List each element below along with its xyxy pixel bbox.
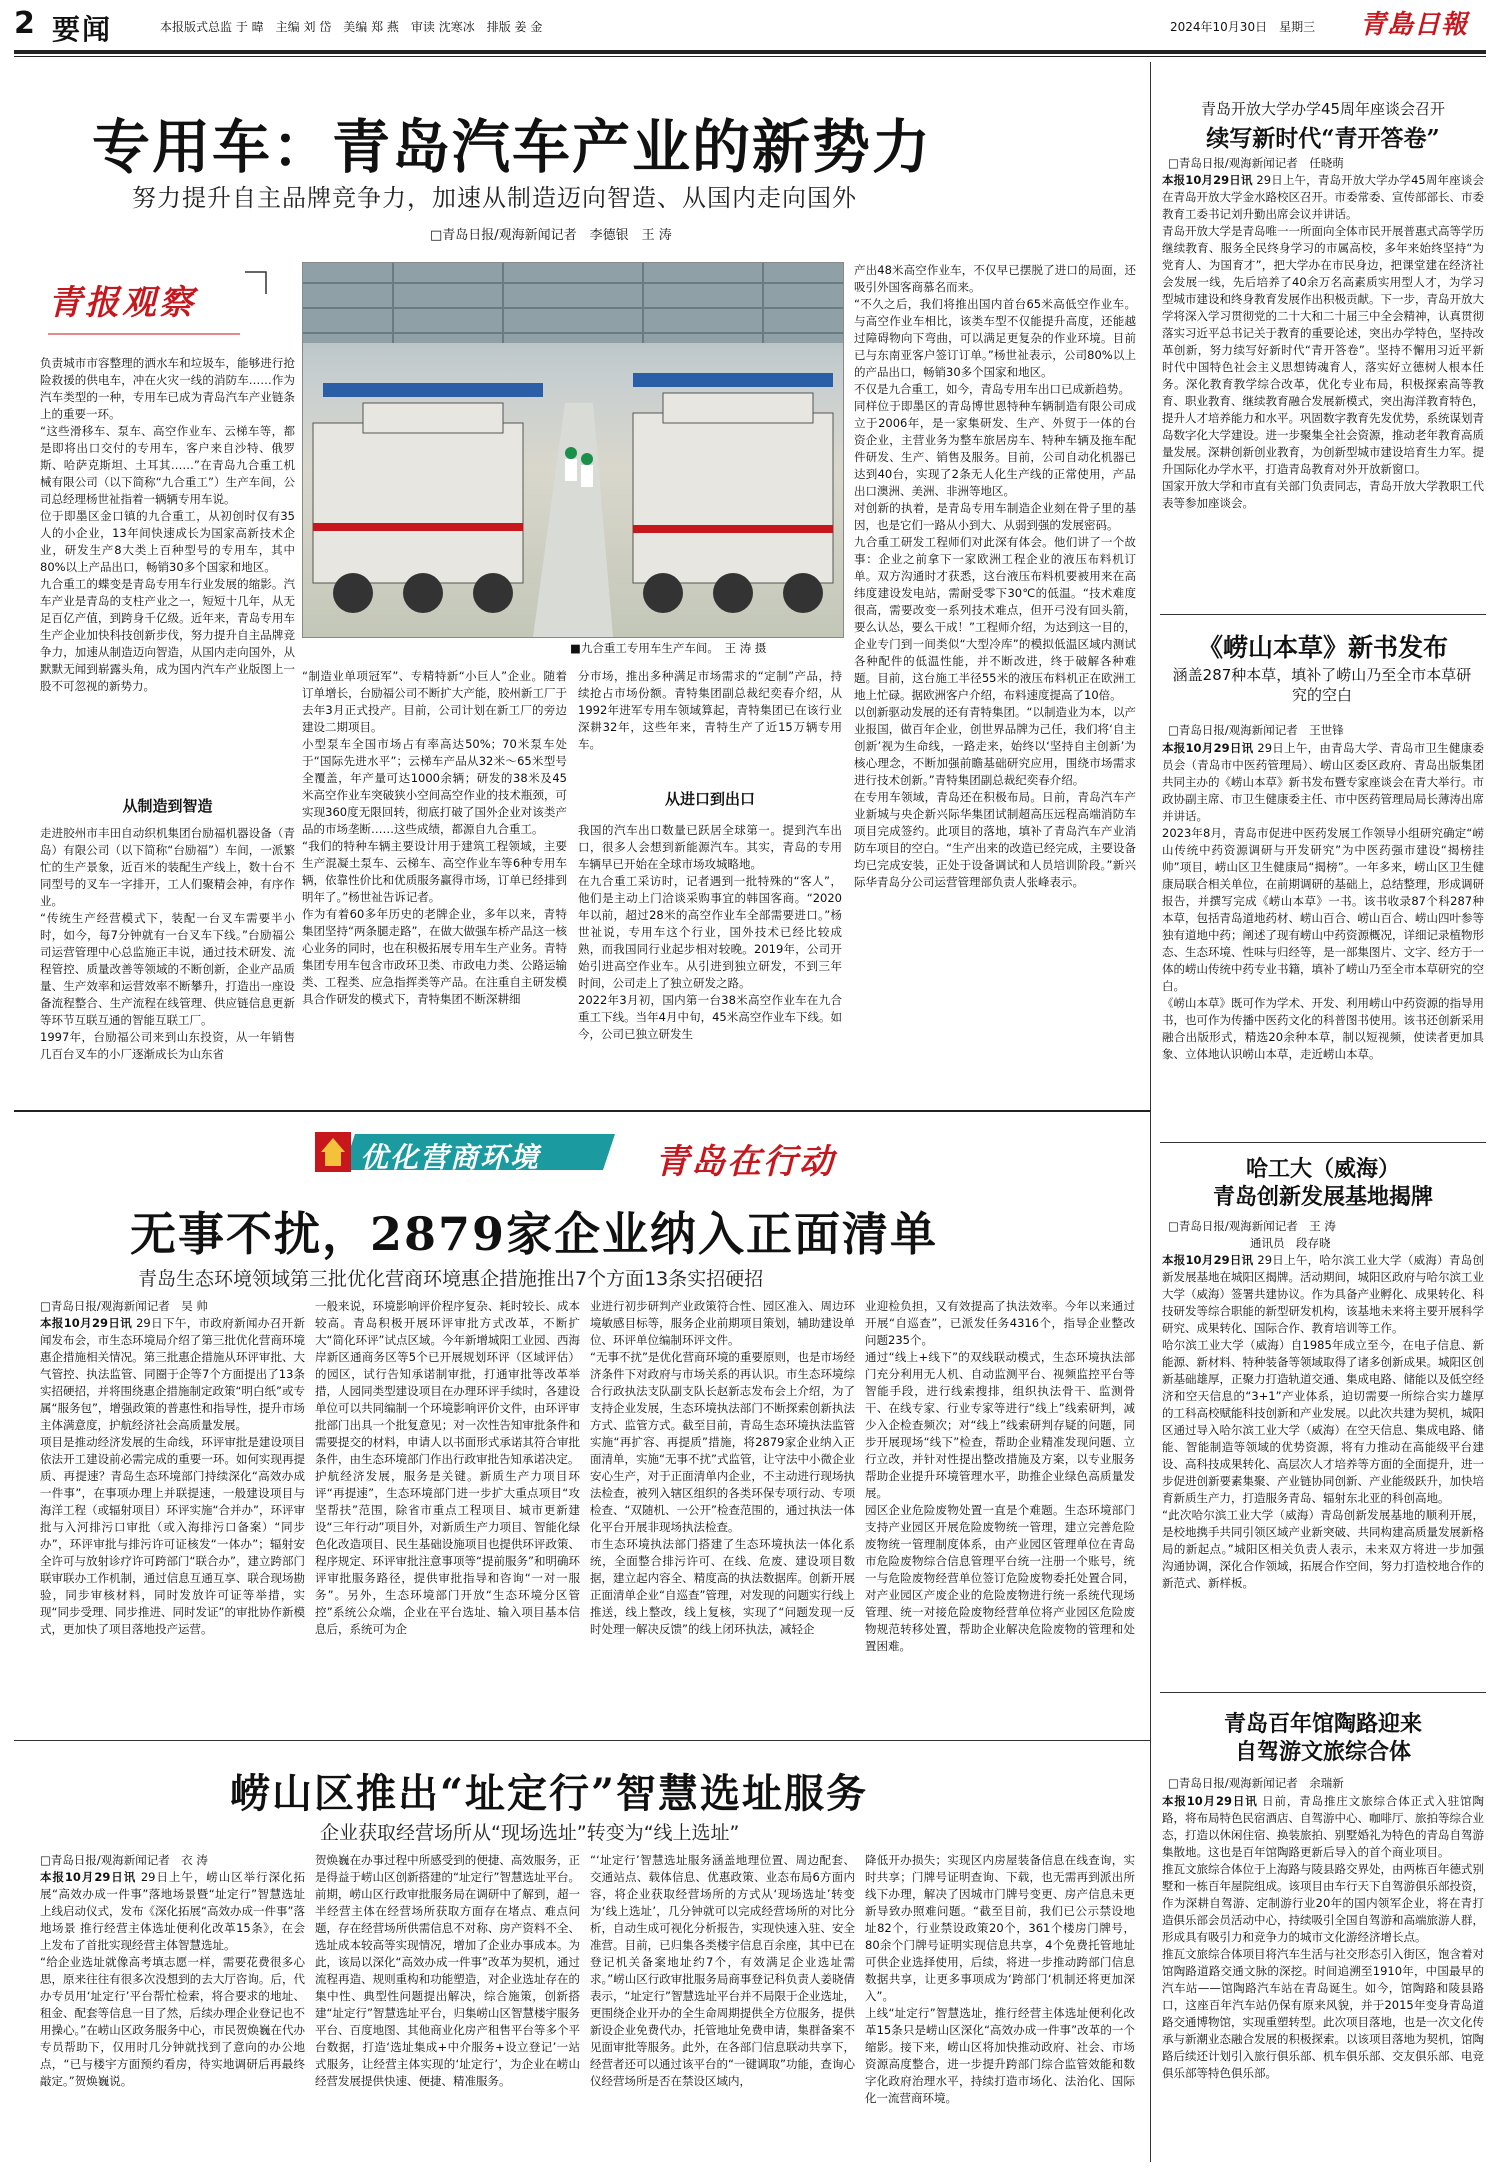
sidebar3-body — [1162, 1252, 1484, 1684]
section-name: 要闻 — [52, 13, 113, 46]
sidebar2-subtitle: 涵盖287种本草，填补了崂山乃至全市本草研究的空白 — [1172, 666, 1472, 704]
sidebar-divider-3 — [1160, 1692, 1486, 1693]
sidebar2-body — [1162, 740, 1484, 1130]
lead-column-3b: 我国的汽车出口数量已跃居全球第一。提到汽车出口，很多人会想到新能源汽车。其实，青岛的专用车辆早已开始在全球市场攻城略地。 在九合重工采访时，记者遇到一批特殊的“客人”，他们是主动上门洽谈采购事宜的韩国客商。“2020年以前，超过28米的高空作业车全部需要进口。”杨世祉说，专用车这个行业，国外技术已经比较成熟，而我国同行业起步相对较晚。2019年，公司开始引进高空作业车。从引进到独立研发，不到三年时间，公司走上了独立研发之路。 2022年3月初，国内第一台38米高空作业车在九合重工下线。当年4月中旬，45米高空作业车下线。如今，公司已独立研发生 — [578, 823, 842, 1041]
sidebar4-byline: □青岛日报/观海新闻记者 余瑞新 — [1168, 1776, 1344, 1790]
sidebar2-dateline: 本报10月29日讯 — [1162, 741, 1254, 755]
lead-subhead-2: 从进口到出口 — [664, 790, 755, 808]
sidebar1-title: 续写新时代“青开答卷” — [1206, 125, 1440, 152]
story3-column-2: 贺焕巍在办事过程中所感受到的便捷、高效服务，正是得益于崂山区创新搭建的“址定行”智慧选址平台。前期，崂山区行政审批服务局在调研中了解到，超一半经营主体在经营场所获取方面存在堵点、难点问题，存在经营场所供需信息不对称、房产资料不全、选址成本较高等实现情况，增加了企业办事成本。为此，该局以深化“高效办成一件事”改革为契机，通过流程再造、规则重构和功能塑造，对企业选址存在的集中性、典型性问题提出解决，综合施策，创新搭建“址定行”智慧选址平台，归集崂山区智慧楼宇服务平台、百度地图、其他商业化房产租售平台等多个平台数据，打造‘选址集成+中介服务+设立登记’一站式服务，让经营主体实现的‘址定行’，为企业在崂山经营发展提供快速、便捷、精准服务。 — [315, 1853, 580, 2088]
sidebar-divider-2 — [1160, 1142, 1486, 1143]
banner-label: 优化营商环境 — [360, 1141, 541, 1174]
sidebar3-dateline: 本报10月29日讯 — [1162, 1253, 1254, 1267]
photo-caption: ■九合重工专用车生产车间。 王 涛 摄 — [570, 641, 767, 655]
sidebar4-body — [1162, 1793, 1484, 2165]
column-stamp: 青报观察 — [48, 283, 196, 323]
newspaper-logo: 青島日報 — [1360, 10, 1469, 40]
sidebar4-dateline: 本报10月29日讯 — [1162, 1794, 1258, 1808]
story3-byline: □青岛日报/观海新闻记者 衣 涛 — [40, 1853, 208, 1867]
header-rule-thin — [14, 56, 1486, 57]
sidebar2-text: 29日上午，由青岛大学、青岛市卫生健康委员会（青岛市中医药管理局）、崂山区委区政府、青岛出版集团共同主办的《崂山本草》新书发布暨专家座谈会在青大举行。市政协副主席、市卫生健康委主任、市中医药管理局局长薄涛出席并讲话。 2023年8月，青岛市促进中医药发展工作领导小组研究确定“崂山传统中药资源调研与开发研究”为中医药强市建设“揭榜挂帅”项目，崂山区卫生健康局“揭榜”。一年多来，崂山区卫生健康局联合相关单位，在前期调研的基础上，总结整理，形成调研报告，并撰写完成《崂山本草》一书。该书收录87个科287种本草，包括青岛道地药材、崂山百合、崂山百合、崂山四叶参等独有道地中药；阐述了现有崂山中药资源概况，详细记录植物形态、生态环境、性味与归经等，是一部集图片、文字、经方于一体的崂山传统中药专业书籍，填补了崂山乃至全市本草研究的空白。 《崂山本草》既可作为学术、开发、利用崂山中药资源的指导用书，也可作为传播中医药文化的科普图书使用。该书还创新采用融合出版形式，精选20余种本草，制以短视频，使读者更加具象、立体地认识崂山本草，走近崂山本草。 — [1162, 741, 1484, 1061]
sidebar3-title: 青岛创新发展基地揭牌 — [1212, 1184, 1433, 1210]
lead-subhead-1: 从制造到智造 — [122, 797, 213, 815]
sidebar3-byline: □青岛日报/观海新闻记者 王 涛 — [1168, 1219, 1336, 1233]
sidebar1-kicker: 青岛开放大学办学45周年座谈会召开 — [1200, 100, 1446, 118]
story2-byline: □青岛日报/观海新闻记者 吴 帅 — [40, 1299, 208, 1313]
story2-col1-text: 29日下午，市政府新闻办召开新闻发布会，市生态环境局介绍了第三批优化营商环境惠企措施相关情况。第三批惠企措施从环评审批、大气管控、执法监管、同圈于企等7个方面提出了13条实招硬招，并将围绕惠企措施制定政策“明白纸”或专属“服务包”，增强政策的普惠性和指导性，提升市场主体满意度，护航经济社会高质量发展。 项目是推动经济发展的生命线，环评审批是建设项目依法开工建设前必需完成的重要一环。如何实现再提质、再提速？青岛生态环境部门持续深化“高效办成一件事”，在事项办理上并联提速，一般建设项目与海洋工程（或辐射项目）环评实施“合并办”，环评审批与入河排污口审批（或入海排污口备案）“同步办”，环评审批与排污许可证核发“一体办”；辐射安全许可与放射诊疗许可跨部门“联合办”，建立跨部门联审联办工作机制，通过信息互通互享、联合现场勘验，同步审核材料，同时发放许可证等举措，实现“同步受理、同步推进、同时发证”的审批协作新模式，更加快了项目落地投产运营。 — [40, 1316, 305, 1636]
story3-dateline: 本报10月29日讯 — [40, 1870, 137, 1884]
section-divider — [14, 1110, 1150, 1112]
story-divider — [14, 1740, 1150, 1741]
story2-column-4: 业迎检负担，又有效提高了执法效率。今年以来通过开展“自巡查”，已派发任务4316个，指导企业整改问题235个。 通过“线上+线下”的双线联动模式，生态环境执法部门充分利用无人机、自动监测平台、视频监控平台等智能手段，进行线索搜排，组织执法骨干、监测骨干、在线专家、行业专家等进行“线上”线索研判，减少入企检查频次；对“线上”线索研判存疑的问题，同步开展现场“线下”检查，帮助企业精准发现问题、立行立改，并针对性提出整改措施及方案，以专业服务帮助企业提升环境管理水平，助推企业绿色高质量发展。 园区企业危险废物处置一直是个难题。生态环境部门支持产业园区开展危险废物统一管理，建立完善危险废物统一管理制度体系，由产业园区管理单位在青岛市危险废物综合信息管理平台统一注册一个账号，统一与危险废物经营单位签订危险废物委托处置合同，对产业园区产废企业的危险废物进行统一系统代现场管理、统一对接危险废物经营单位将产业园区危险废物规范转移处置，帮助企业解决危险废物的管理和处置困难。 — [865, 1299, 1135, 1653]
story2-column-2: 一般来说，环境影响评价程序复杂、耗时较长、成本较高。青岛积极开展环评审批方式改革，不断扩大“简化环评”试点区域。今年新增城阳工业园、西海岸新区通商务区等5个已开展规划环评（区域评估）的园区，试行告知承诺制审批，打通审批等改革举措，人园同类型建设项目在办理环评手续时，各建设单位可以共同编制一个环境影响评价文件，由环评审批部门出具一个批复意见；对一次性告知审批条件和需要提交的材料，申请人以书面形式承诺其符合审批条件，由生态环境部门作出行政审批告知承诺决定。 护航经济发展，服务是关键。新质生产力项目环评“再提速”，生态环境部门进一步扩大重点项目“攻坚帮扶”范围，除省市重点工程项目、城市更新建设“三年行动”项目外，对新质生产力项目、智能化绿色化改造项目、民生基础设施项目也提供环评政策、程序规定、环评审批注意事项等“提前服务”和明确环评审批服务路径，提供审批指导和咨询“一对一服务”。另外，生态环境部门开放“生态环境分区管控”系统公众端，企业在平台选址、输入项目基本信息后，系统可为企 — [315, 1299, 580, 1636]
lead-column-1: 负责城市市容整理的洒水车和垃圾车，能够进行抢险救援的供电车，冲在火灾一线的消防车……作为汽车类型的一种，专用车已成为青岛汽车产业链条上的重要一环。 “这些滑移车、泵车、高空作业车、云梯车等，都是即将出口交付的专用车，客户来自沙特、俄罗斯、哈萨克斯坦、土耳其……”在青岛九合重工机械有限公司（以下简称“九合重工”）生产车间，公司总经理杨世祉指着一辆辆专用车说。 位于即墨区金口镇的九合重工，从初创时仅有35人的小企业，13年间快速成长为国家高新技术企业，研发生产8大类上百种型号的专用车，其中80%以上产品出口，畅销30多个国家和地区。 九合重工的蝶变是青岛专用车行业发展的缩影。汽车产业是青岛的支柱产业之一，短短十几年，从无足百亿产值，到跨身千亿级。近年来，青岛专用车生产企业加快科技创新步伐，努力提升自主品牌竞争力，加速从制造迈向智造，从国内走向国外，从默默无闻到崭露头角，成为国内汽车产业版图上一股不可忽视的新势力。 — [40, 356, 295, 693]
sidebar4-title: 青岛百年馆陶路迎来 自驾游文旅综合体 — [1223, 1711, 1422, 1765]
sidebar1-body — [1162, 172, 1484, 602]
lead-headline: 专用车：青岛汽车产业的新势力 — [92, 113, 933, 181]
staff-credits: 本报版式总监 于 暐 主编 刘 岱 美编 郑 燕 审读 沈寒冰 排版 姜 金 — [160, 20, 543, 34]
story3-column-1 — [40, 1869, 305, 2165]
factory-scene-image — [303, 263, 843, 637]
banner-slogan: 青岛在行动 — [655, 1142, 835, 1182]
story3-column-3: “‘址定行’智慧选址服务涵盖地理位置、周边配套、交通站点、载体信息、优惠政策、业态布局6方面内容，将企业获取经营场所的方式从‘现场选址’转变为‘线上选址’，几分钟就可以完成经营场所的对比分析，自动生成可视化分析报告，实现快速入驻、安全准营。目前，已归集各类楼宇信息百余座，其中已在登记机关备案地址约7个，有效满足企业选址需求。”崂山区行政审批服务局商事登记科负责人姜晓倩表示，“址定行”智慧选址平台并不局限于企业选址，更围绕企业开办的全生命周期提供全方位服务，提供新设企业免费代办，托管地址免费申请，集群备案不见面审批等服务。此外，在各部门信息联动共享下，经营者还可以通过该平台的“一键调取”功能，查询心仪经营场所是否在禁设区域内， — [590, 1853, 855, 2088]
story2-column-3: 业进行初步研判产业政策符合性、园区准入、周边环境敏感目标等，服务企业前期项目策划，辅助建设单位、环评单位编制环评文件。 “无事不扰”是优化营商环境的重要原则，也是市场经济条件下对政府与市场关系的再认识。市生态环境综合行政执法支队副支队长赵新志发布会上介绍，为了支持企业发展，生态环境执法部门不断探索创新执法方式、监管方式。截至目前，青岛生态环境执法监管实施“再扩容、再提质”措施，将2879家企业纳入正面清单，实施“无事不扰”式监管，让守法中小微企业安心生产，对于正面清单内企业，不主动进行现场执法检查，被列入辖区组织的各类环保专项行动、专项检查、“双随机、一公开”检查范围的，通过执法一体化平台开展非现场执法检查。 市生态环境执法部门搭建了生态环境执法一体化系统，全面整合排污许可、在线、危废、建设项目数据，建立起内容全、精度高的执法数据库。创新开展正面清单企业“自巡查”管理，对发现的问题实行线上推送，线上整改，线上复核，实现了“问题发现一反时处理一解决反馈”的线上闭环执法，减轻企 — [590, 1299, 855, 1636]
sidebar4-text: 日前，青岛推庄文旅综合体正式入驻馆陶路，将布局特色民宿酒店、自驾游中心、咖啡厅、旅拍等综合业态，打造以休闲住宿、换装旅拍、别墅婚礼为特色的青岛自驾游集散地。这也是百年馆陶路更新后导入的首个商业项目。 推瓦文旅综合体位于上海路与陵县路交界处，由两栋百年德式别墅和一栋百年屋院组成。该项目由车行天下自驾游俱乐部投资，作为深耕自驾游、定制游行业20年的国内领军企业，将在青打造俱乐部会员活动中心，持续吸引全国自驾游和高端旅游人群，形成具有吸引力和竞争力的城市文化游经济增长点。 推瓦文旅综合体项目将汽车生活与社交形态引入街区，饱含着对馆陶路道路交通文脉的深挖。时间追溯至1910年，中国最早的汽车站——馆陶路汽车站在青岛诞生。如今，馆陶路和陵县路口，这座百年汽车站仍保有原来风貌，并于2015年变身青岛道路交通博物馆，实现重塑转型。此次项目落地，也是一次文化传承与新潮业态融合发展的积极探索。以该项目落地为契机，馆陶路后续还计划引入旅行俱乐部、机车俱乐部、交友俱乐部、电竞俱乐部等特色俱乐部。 — [1162, 1794, 1484, 2080]
column-divider — [1150, 62, 1151, 2162]
sidebar2-byline: □青岛日报/观海新闻记者 王世锋 — [1168, 723, 1344, 737]
sidebar3-text: 29日上午，哈尔滨工业大学（威海）青岛创新发展基地在城阳区揭牌。活动期间，城阳区政府与哈尔滨工业大学（威海）签署共建协议。作为具备产业孵化、成果转化、科技研发等综合职能的新型研发机构，该基地未来将主要开展科学研究、成果转化、国际合作、教育培训等工作。 哈尔滨工业大学（威海）自1985年成立至今，在电子信息、新能源、新材料、特种装备等领域取得了诸多创新成果。城阳区创新基础雄厚，正聚力打造轨道交通、集成电路、储能以及低空经济和空天信息的“3+1”产业体系，迫切需要一所综合实力雄厚的工科高校赋能科技创新和产业发展。以此次共建为契机，城阳区通过导入哈尔滨工业大学（威海）在空天信息、集成电路、储能、智能制造等领域的优势资源，将有力推动在高能级平台建设、高科技成果转化、高层次人才培养等方面的全面提升，进一步促进创新要素集聚、产业链协同创新、产业能级跃升，加快培育新质生产力，打造服务青岛、辐射东北亚的科创高地。 “此次哈尔滨工业大学（威海）青岛创新发展基地的顺利开展，是校地携手共同引领区域产业新突破、共同构建高质量发展新格局的新起点。”城阳区相关负责人表示，未来双方将进一步加强沟通协调，深化合作领域，拓展合作空间，努力打造校地合作的新范式、新样板。 — [1162, 1253, 1484, 1590]
story2-subheadline: 青岛生态环境领域第三批优化营商环境惠企措施推出7个方面13条实招硬招 — [138, 1268, 764, 1290]
story3-subheadline: 企业获取经营场所从“现场选址”转变为“线上选址” — [320, 1822, 740, 1844]
story3-column-4: 降低开办损失；实现区内房屋装备信息在线查询，实时共享；门牌号证明查询、下载，也无需再到派出所线下办理，解决了因城市门牌号变更、房产信息未更新导致办照难问题。“截至目前，我们已公示禁设地址82个，行业禁设政策20个，361个楼房门牌号，80余个门牌号证明实现信息共享，4个免费托管地址可供企业选择使用，后续，将进一步推动跨部门信息数据共享，让更多事项成为‘跨部门‘机制还将更加深入”。 上线“址定行”智慧选址，推行经营主体选址便利化改革15条只是崂山区深化“高效办成一件事”改革的一个缩影。接下来，崂山区将加快推动政府、社会、市场资源高度整合，进一步提升跨部门综合监管效能和数字化政府治理水平，持续打造市场化、法治化、国际化一流营商环境。 — [865, 1853, 1135, 2105]
story3-col1-text: 29日上午，崂山区举行深化拓展“高效办成一件事”落地场景暨“址定行”智慧选址上线启动仪式，发布《深化拓展“高效办成一件事”落地场景 推行经营主体选址便利化改革15条》，在会上发布了首批实现经营主体智慧选址。 “给企业选址就像高考填志愿一样，需要花费很多心思，原来往往有很多次没想到的去大厅咨询。后，代办专员用‘址定行’平台帮忙检索，将合要求的地址、租金、配套等信息一目了然，后续办理企业登记也不用操心。”在崂山区政务服务中心，市民贺焕巍在代办专员帮助下，仅用时几分钟就找到了意向的办公地点，“已与楼宇方面预约看房，待实地调研后再最终敲定。”贺焕巍说。 — [40, 1870, 305, 2088]
factory-photo — [302, 262, 844, 638]
issue-date: 2024年10月30日 星期三 — [1170, 20, 1316, 34]
lead-subheadline: 努力提升自主品牌竞争力，加速从制造迈向智造、从国内走向国外 — [132, 184, 857, 212]
story2-dateline: 本报10月29日讯 — [40, 1316, 133, 1330]
sidebar3-byline2: 通讯员 段存晓 — [1250, 1236, 1331, 1250]
sidebar-divider-1 — [1160, 614, 1486, 615]
lead-byline: □青岛日报/观海新闻记者 李德银 王 涛 — [430, 228, 672, 243]
story2-headline: 无事不扰，2879家企业纳入正面清单 — [130, 1207, 939, 1261]
header-rule — [14, 50, 1486, 54]
sidebar1-dateline: 本报10月29日讯 — [1162, 173, 1253, 187]
lead-column-3: 分市场，推出多种满足市场需求的“定制”产品，持续抢占市场份额。青特集团副总裁纪奕春介绍，从1992年进军专用车领域算起，青特集团已在该行业深耕32年，这些年来，青特生产了近15万辆专用车。 — [578, 669, 842, 751]
story3-headline: 崂山区推出“址定行”智慧选址服务 — [230, 1770, 869, 1817]
lead-column-2: “制造业单项冠军”、专精特新“小巨人”企业。随着订单增长，台励福公司不断扩大产能，胶州新工厂于去年3月正式投产。目前，公司计划在新工厂的旁边建设二期项目。 小型泵车全国市场占有率高达50%；70米泵车处于“国际先进水平”；云梯车产品从32米～65米型号全覆盖，年产量可达1000余辆；研发的38米及45米高空作业车突破狭小空间高空作业的技术瓶颈，可实现360度无限回转，彻底打破了国外企业对该类产品的市场垄断……这些成绩，都源自九合重工。 “我们的特种车辆主要设计用于建筑工程领域，主要生产混凝土泵车、云梯车、高空作业车等6种专用车辆，依靠性价比和优质服务赢得市场，订单已经排到明年了。”杨世祉告诉记者。 作为有着60多年历史的老牌企业，多年以来，青特集团坚持“两条腿走路”，在做大做强车桥产品这一核心业务的同时，也在积极拓展专用车生产业务。青特集团专用车包含市政环卫类、市政电力类、公路运输类、工程类、应急指挥类等产品。在注重自主研发模具合作研发的模式下，青特集团不断深耕细 — [302, 669, 567, 1006]
sidebar3-kicker: 哈工大（威海） — [1245, 1156, 1400, 1182]
lead-column-4: 产出48米高空作业车，不仅早已摆脱了进口的局面，还吸引外国客商慕名而来。 “不久之后，我们将推出国内首台65米高低空作业车。与高空作业车相比，该类车型不仅能提升高度，还能越过障碍物向下弯曲，可以满足更复杂的作业环境。目前已与东南亚客户签订订单。”杨世祉表示，公司80%以上的产品出口，畅销30多个国家和地区。 不仅是九合重工，如今，青岛专用车出口已成新趋势。 同样位于即墨区的青岛博世恩特种车辆制造有限公司成立于2006年，是一家集研发、生产、外贸于一体的台资企业，主营业务为整车旅居房车、特种车辆及拖车配件研发、生产、销售及服务。目前，公司自动化机器已达到40台，实现了2条无人化生产线的正常使用，产品出口澳洲、美洲、非洲等地区。 对创新的执着，是青岛专用车制造企业刻在骨子里的基因，也是它们一路从小到大、从弱到强的发展密码。 九合重工研发工程师们对此深有体会。他们讲了一个故事：企业之前拿下一家欧洲工程企业的液压布料机订单。双方沟通时才获悉，这台液压布料机要被用来在高纬度建设发电站，需耐受零下30℃的低温。“技术难度很高，需要改变一系列技术难点，但开弓没有回头箭，要么认怂，要么干成！”工程师介绍，为达到这一目的，企业专门到一间类似“大型冷库”的模拟低温区域内测试各种配件的低温性能，并不断改进，终于破解各种难题。目前，这台施工半径55米的液压布料机正在欧洲工地上忙碌。据欧洲客户介绍，布料速度提高了10倍。 以创新驱动发展的还有青特集团。“以制造业为本，以产业报国，做百年企业，创世界品牌为己任，我们将‘自主创新’视为生命线，一路走来，始终以‘坚持自主创新’为核心理念，不断加强前瞻基础研究应用，围绕市场需求进行技术创新。”青特集团副总裁纪奕春介绍。 在专用车领域，青岛还在积极布局。日前，青岛汽车产业新城与央企新兴际华集团试制超高压远程高端消防车项目完成签约。此项目的落地，填补了青岛汽车产业消防车项目的空白。“生产出来的改造已经完成，主要设备均已完成安装，正处于设备调试和人员培训阶段。”新兴际华青岛分公司运营管理部负责人张峰表示。 — [854, 263, 1136, 889]
sidebar1-text: 29日上午，青岛开放大学办学45周年座谈会在青岛开放大学金水路校区召开。市委常委、宣传部部长、市委教育工委书记刘升勤出席会议并讲话。 青岛开放大学是青岛唯一一所面向全体市民开展普惠式高等学历继续教育、服务全民终身学习的市属高校，多年来始终坚持“为党育人、为国育才”，把大学办在市民身边，把课堂建在经济社会发展一线，先后培养了40余万名高素质实用型人才，为学习型城市建设和终身教育发展作出积极贡献。下一步，青岛开放大学将深入学习贯彻党的二十大和二十届三中全会精神，认真贯彻落实习近平总书记关于教育的重要论述，突出办学特色，坚持改革创新，努力续写好新时代“青开答卷”。坚持不懈用习近平新时代中国特色社会主义思想铸魂育人，落实好立德树人根本任务。深化教育教学综合改革，优化专业布局，积极探索高等教育、职业教育、继续教育融合发展新模式，突出海洋教育特色，提升人才培养能力和水平。巩固数字教育先发优势，系统谋划青岛数字化大学建设。进一步聚集全社会资源，推动老年教育高质量发展。深耕创新创业教育，为创新型城市建设培育生力军。提升国际化办学水平，打造青岛教育对外开放新窗口。 国家开放大学和市直有关部门负责同志，青岛开放大学教职工代表等参加座谈会。 — [1162, 173, 1484, 510]
page-number: 2 — [14, 6, 35, 41]
lead-column-1b: 走进胶州市丰田自动织机集团台励福机器设备（青岛）有限公司（以下简称“台励福”）车间，一派繁忙的生产景象，近百米的装配生产线上，数十台不同型号的叉车一字排开，工人们聚精会神，有序作业。 “传统生产经营模式下，装配一台叉车需要半小时，如今，每7分钟就有一台叉车下线。”台励福公司运营管理中心总监施正丰说，通过技术研发、流程管控、质量改善等领域的不断创新，企业产品质量、生产效率和运营效率不断攀升，打造出一座设备流程整合、生产流程在线管理、供应链信息更新等环节互联互通的智能互联工厂。 1997年，台励福公司来到山东投资，从一年销售几百台叉车的小厂逐渐成长为山东省 — [40, 826, 295, 1061]
story2-column-1 — [40, 1315, 305, 1725]
sidebar2-title: 《崂山本草》新书发布 — [1197, 633, 1448, 662]
sidebar1-byline: □青岛日报/观海新闻记者 任晓萌 — [1168, 156, 1344, 170]
